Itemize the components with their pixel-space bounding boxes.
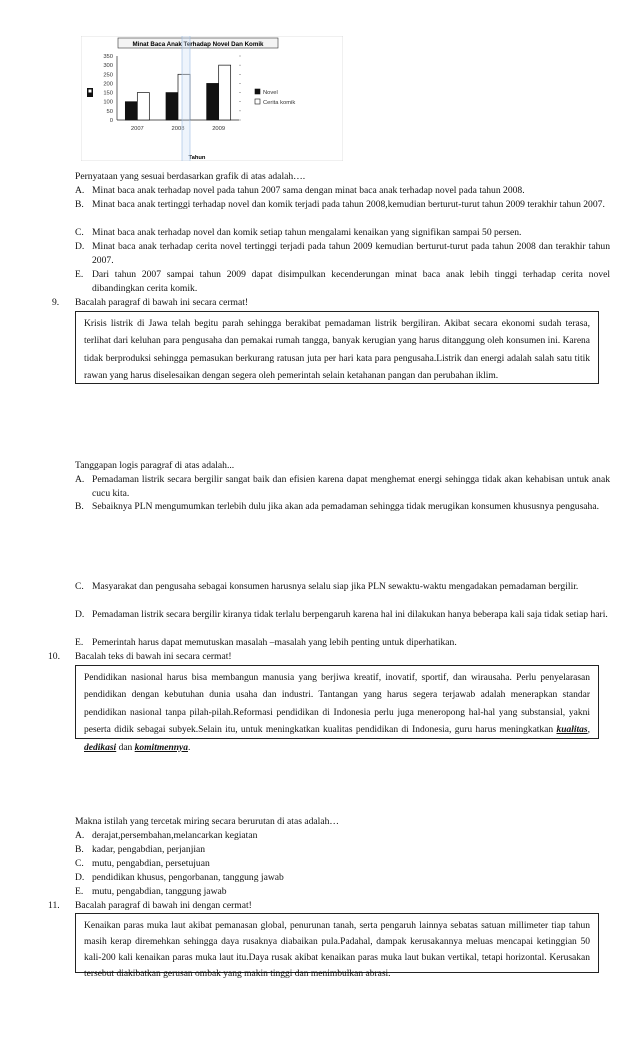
chart-canvas [81, 36, 343, 161]
q11-number: 11. [48, 900, 60, 911]
legend-swatch [255, 89, 260, 94]
bar-novel [125, 102, 137, 120]
option-label: D. [75, 872, 85, 883]
q9-stem: Tanggapan logis paragraf di atas adalah... [75, 460, 235, 471]
legend-swatch [255, 99, 260, 104]
option-label: C. [75, 227, 84, 238]
q10-stem: Makna istilah yang tercetak miring secara berurutan di atas adalah… [75, 816, 339, 827]
q8-stem: Pernyataan yang sesuai berdasarkan grafik di atas adalah…. [75, 171, 306, 182]
selection-highlight [182, 36, 190, 161]
q10-end: . [187, 742, 191, 753]
x-tick-label: 2007 [130, 126, 144, 132]
option-text: Sebaiknya PLN mengumumkan terlebih dulu jika akan ada pemadaman sehingga tidak merugikan konsumen khususnya pengusaha. [92, 501, 600, 512]
q8-option-c[interactable] [75, 226, 610, 240]
option-label: B. [75, 501, 84, 512]
q10-instruction: Bacalah teks di bawah ini secara cermat! [75, 651, 232, 662]
q10-passage-box [75, 665, 599, 753]
option-label: E. [75, 886, 84, 897]
y-tick-label: 300 [103, 63, 113, 70]
bar-novel [166, 93, 178, 120]
q10-option-e[interactable] [75, 885, 610, 899]
q10-term-kualitas: kualitas [556, 725, 588, 736]
option-text: derajat,persembahan,melancarkan kegiatan [92, 830, 258, 841]
q11-passage-box [75, 913, 599, 979]
option-label: D. [75, 609, 85, 620]
bar-cerita-komik [137, 93, 149, 120]
y-tick-label: 350 [103, 54, 113, 60]
y-tick-label: 0 [109, 118, 113, 124]
q8-option-a[interactable] [75, 184, 610, 198]
bar-cerita-komik [219, 65, 231, 120]
option-label: C. [75, 581, 84, 592]
q11-instruction: Bacalah paragraf di bawah ini dengan cermat! [75, 900, 252, 911]
q9-option-e[interactable] [75, 636, 610, 650]
y-tick-label: 100 [103, 99, 113, 106]
q9-option-c[interactable] [75, 580, 610, 594]
option-text: Pemerintah harus dapat memutuskan masalah –masalah yang lebih penting untuk diperhatikan. [92, 637, 457, 648]
q10-passage: Pendidikan nasional harus bisa membangun manusia yang berjiwa kreatif, inovatif, sportif, dan wirausaha. Perlu penyelarasan pendidikan dengan kebutuhan dunia usaha dan industri. Tantangan yang harus segera terjawab adalah menerapkan standar pendidikan nasional tanpa pilah-pilah.Reformasi pendidikan di Indonesia perlu juga meneropong hal-hal yang substansial, yakni peserta didik sebagai subyek.Selain itu, untuk meningkatkan kualitas pendidikan di Indonesia, guru harus meningkatkan [84, 673, 590, 736]
option-label: B. [75, 199, 84, 210]
bar-novel [207, 83, 219, 120]
q10-separator: dan [116, 742, 135, 753]
bar-chart [81, 36, 343, 161]
y-tick-label: 150 [103, 90, 113, 97]
option-label: E. [75, 269, 84, 280]
q8-option-e[interactable] [75, 268, 610, 295]
option-label: D. [75, 241, 85, 252]
option-text: Minat baca anak terhadap novel pada tahun 2007 sama dengan minat baca anak terhadap novel pada tahun 2008. [92, 185, 525, 196]
q10-number: 10. [48, 651, 60, 662]
option-text: kadar, pengabdian, perjanjian [92, 844, 206, 855]
q9-number: 9. [52, 297, 60, 308]
option-label: A. [75, 185, 85, 196]
q9-passage-box [75, 311, 599, 384]
q10-option-a[interactable] [75, 829, 610, 843]
option-label: C. [75, 858, 84, 869]
option-label: E. [75, 637, 84, 648]
q11-passage: Kenaikan paras muka laut akibat pemanasan global, penurunan tanah, serta pengaruh lainnya sebatas satuan millimeter tiap tahun masih kerap diremehkan sehingga daya rusaknya diabaikan pula.Padahal, dampak kerusakannya meluas mencapai ketinggian 50 kali-200 kali kenaikan paras muka laut itu.Daya rusak akibat kenaikan paras muka laut bukan vertikal, tetapi horizontal. Kerusakan tersebut diakibatkan gerusan ombak yang makin tinggi dan menimbulkan abrasi. [84, 921, 590, 979]
q10-option-d[interactable] [75, 871, 610, 885]
margin-mark [87, 88, 93, 97]
option-text: Dari tahun 2007 sampai tahun 2009 dapat disimpulkan kecenderungan minat baca anak lebih tinggi terhadap cerita novel dibandingkan cerita komik. [92, 269, 610, 294]
option-text: Minat baca anak tertinggi terhadap novel dan komik terjadi pada tahun 2008,kemudian berturut-turut tahun 2009 terakhir tahun 2007. [92, 199, 605, 210]
legend-label: Novel [263, 90, 278, 96]
q10-option-c[interactable] [75, 857, 610, 871]
option-label: A. [75, 830, 85, 841]
q9-passage: Krisis listrik di Jawa telah begitu parah sehingga berakibat pemadaman listrik bergiliran. Akibat secara ekonomi sudah terasa, terlihat dari keluhan para pengusaha dan pemakai rumah tangga, banyak kerugian yang harus ditanggung oleh konsumen ini. Karena tidak berproduksi sehingga pemasukan berkurang ratusan juta per hari kata para pengusaha.Listrik dan energi adalah salah satu titik rawan yang harus diselesaikan dengan segera oleh pemerintah selain ketahanan pangan dan perubahan iklim. [84, 319, 590, 382]
option-label: B. [75, 844, 84, 855]
q10-term-komitmen: komitmennya [134, 742, 188, 753]
q10-term-dedikasi: dedikasi [84, 742, 117, 753]
q8-option-d[interactable] [75, 240, 610, 267]
option-text: pendidikan khusus, pengorbanan, tanggung jawab [92, 872, 284, 883]
option-text: Pemadaman listrik secara bergilir kiranya tidak terlalu berpengaruh karena hal ini dilakukan hanya beberapa kali saja tidak setiap hari. [92, 609, 608, 620]
option-text: Pemadaman listrik secara bergilir sangat baik dan efisien karena dapat menghemat energi sehingga tidak akan kehabisan untuk anak cucu kita. [92, 474, 610, 499]
option-text: Minat baca anak terhadap novel dan komik setiap tahun mengalami kenaikan yang signifikan sampai 50 persen. [92, 227, 522, 238]
y-tick-label: 200 [103, 81, 113, 88]
chart-title: Minat Baca Anak Terhadap Novel Dan Komik [132, 41, 264, 48]
chart-xlabel: Tahun [188, 155, 206, 161]
q10-separator: , [587, 725, 590, 736]
q8-option-b[interactable] [75, 198, 610, 212]
q9-option-a[interactable] [75, 473, 610, 500]
option-text: Masyarakat dan pengusaha sebagai konsumen harusnya selalu siap jika PLN sewaktu-waktu mengadakan pemadaman bergilir. [92, 581, 579, 592]
q9-instruction: Bacalah paragraf di bawah ini secara cermat! [75, 297, 249, 308]
option-text: mutu, pengabdian, persetujuan [92, 858, 210, 869]
y-tick-label: 250 [103, 72, 113, 79]
option-text: Minat baca anak terhadap cerita novel tertinggi terjadi pada tahun 2009 kemudian berturut-turut pada tahun 2008 dan terakhir tahun 2007. [92, 241, 610, 266]
option-text: mutu, pengabdian, tanggung jawab [92, 886, 227, 897]
y-tick-label: 50 [106, 108, 113, 115]
x-tick-label: 2009 [212, 126, 226, 132]
q9-option-b[interactable] [75, 500, 610, 514]
option-label: A. [75, 474, 85, 485]
legend-label: Cerita komik [263, 100, 296, 106]
x-tick-label: 2008 [171, 126, 185, 132]
q9-option-d[interactable] [75, 608, 610, 622]
q10-option-b[interactable] [75, 843, 610, 857]
